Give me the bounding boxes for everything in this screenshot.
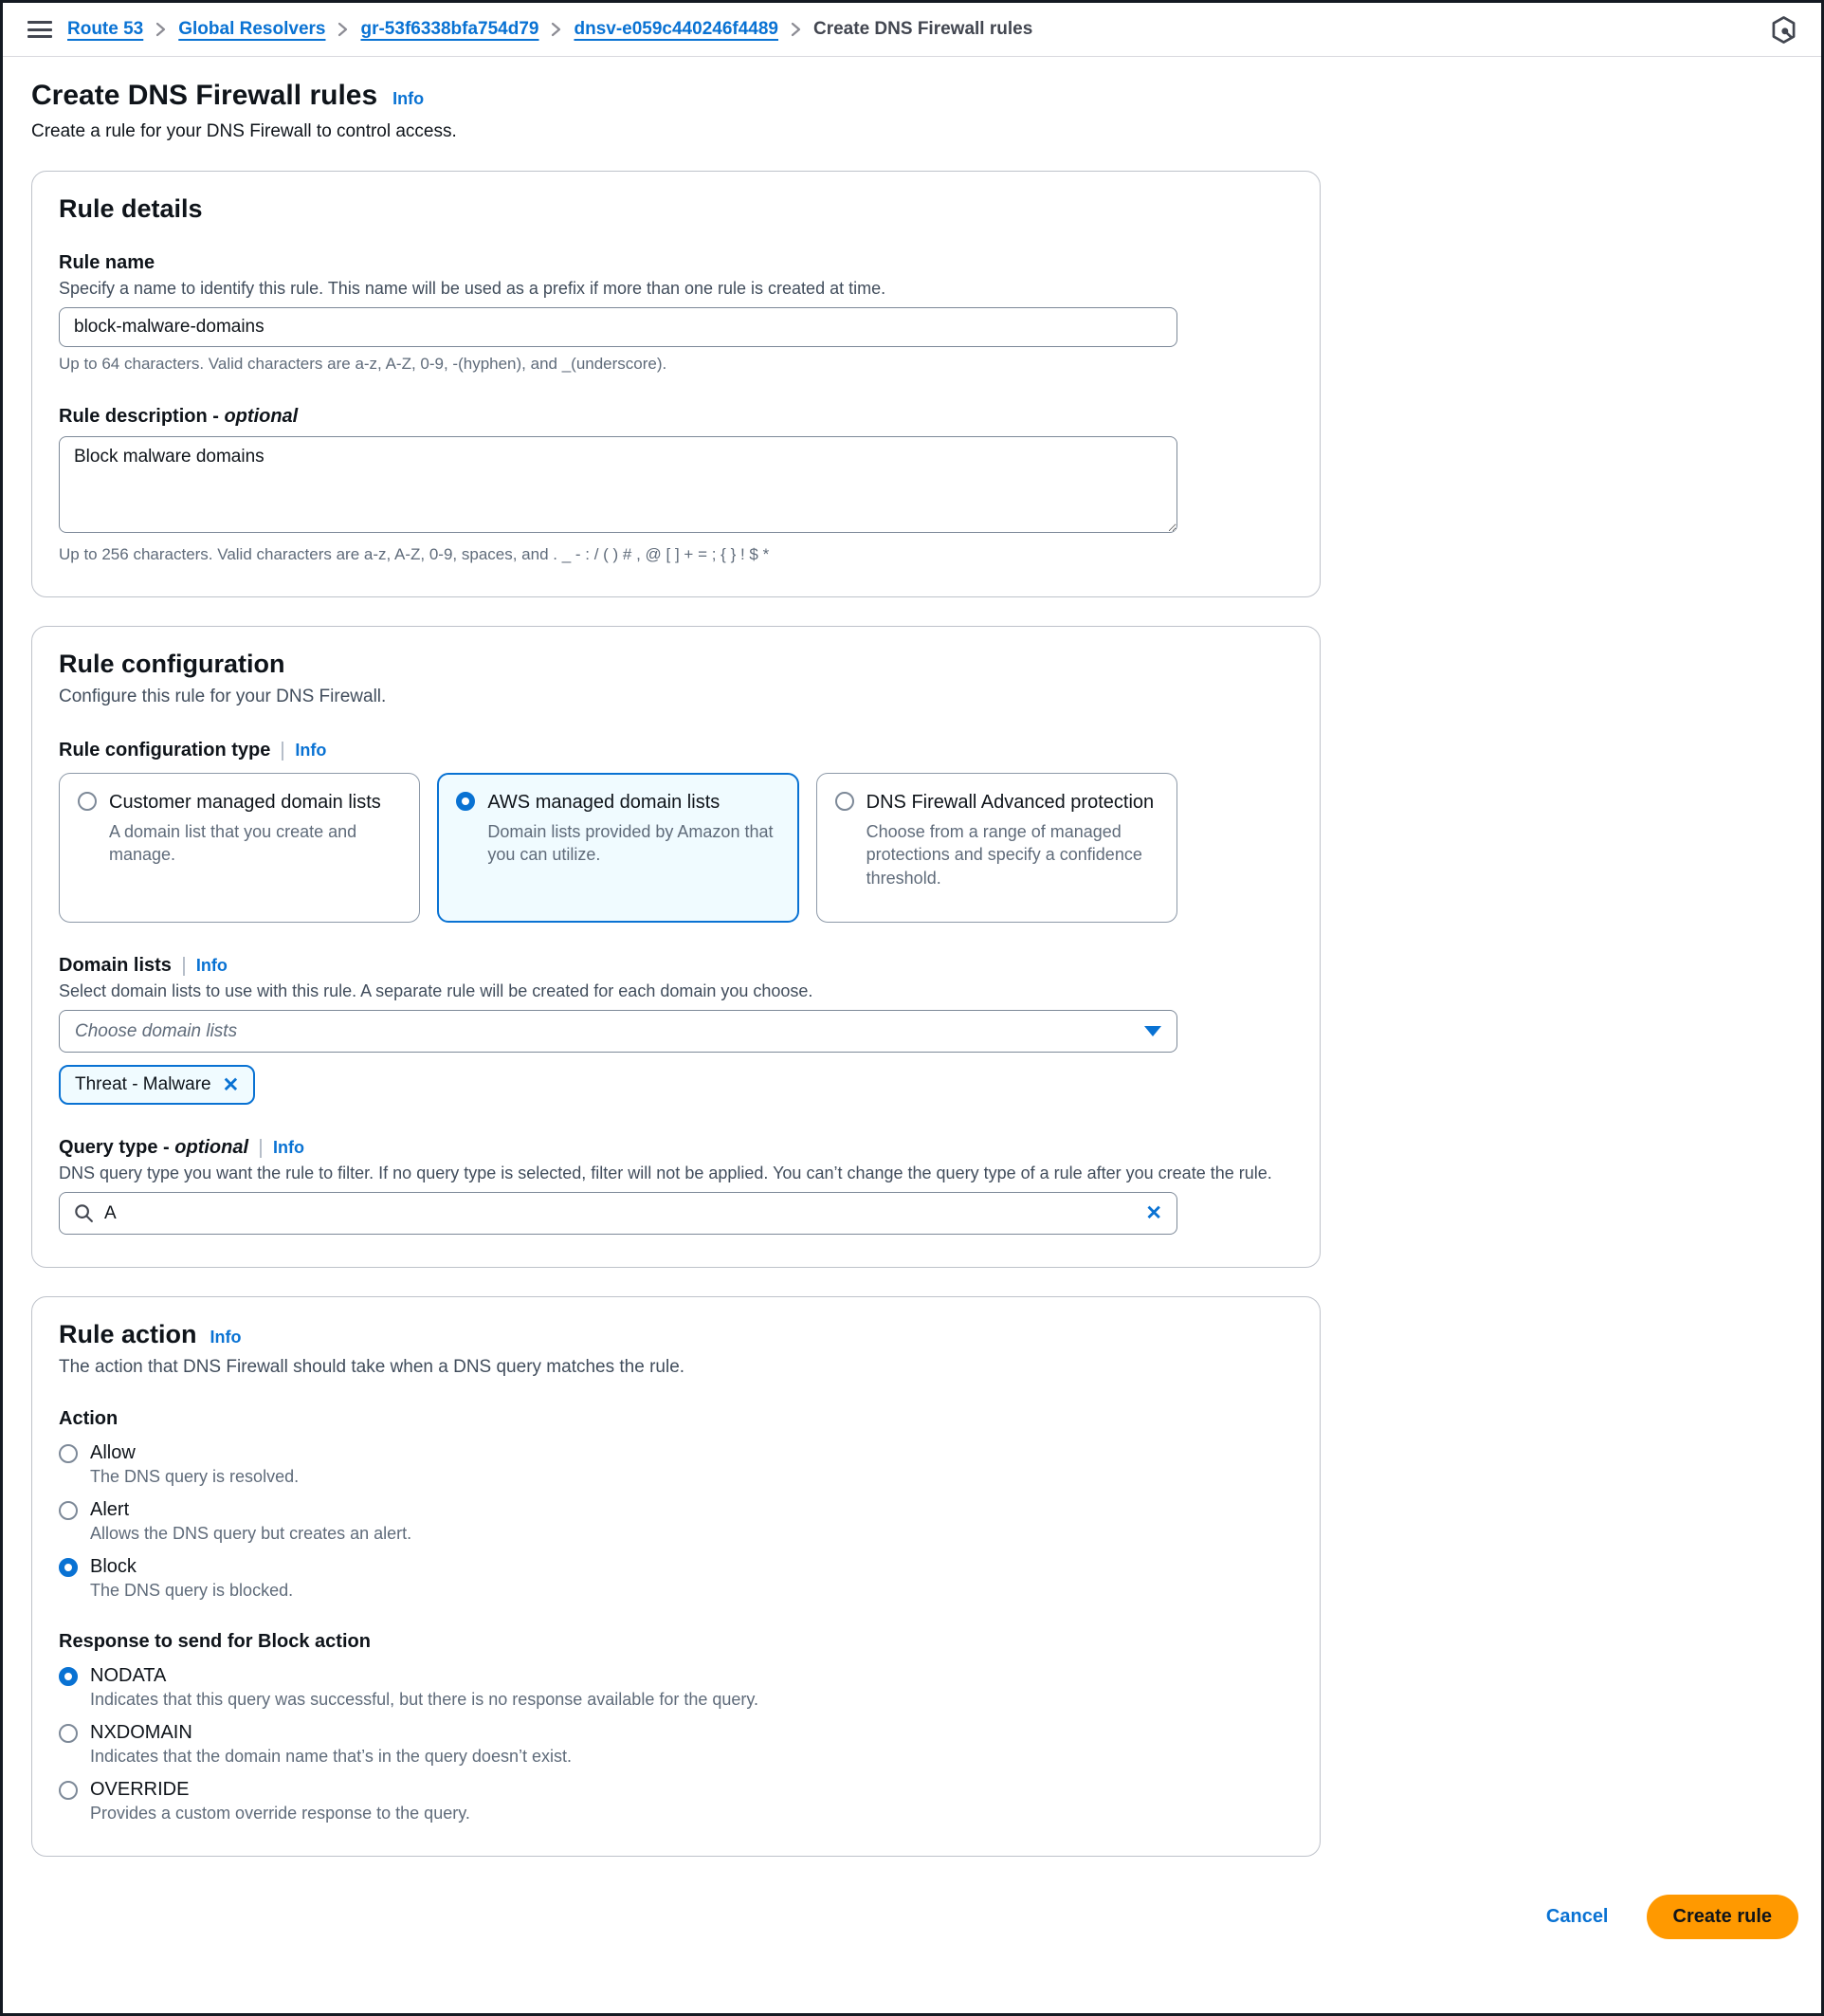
query-type-label: Query type - optional bbox=[59, 1137, 249, 1158]
rule-name-label: Rule name bbox=[59, 252, 155, 273]
query-type-field bbox=[59, 1137, 1293, 1235]
chevron-right-icon bbox=[155, 22, 167, 37]
response-override-radio[interactable]: OVERRIDE bbox=[59, 1779, 1293, 1801]
page-title: Create DNS Firewall rules bbox=[31, 80, 378, 111]
top-navigation-bar bbox=[3, 3, 1821, 57]
hamburger-menu-icon[interactable] bbox=[27, 21, 52, 38]
radio-unchecked-icon bbox=[59, 1781, 78, 1800]
page-header bbox=[31, 80, 1793, 142]
card-dns-firewall-advanced-protection[interactable]: DNS Firewall Advanced protection Choose from a range of managed protections and specify a confidence threshold. bbox=[816, 773, 1177, 923]
breadcrumb-resolver-id[interactable]: gr-53f6338bfa754d79 bbox=[360, 19, 539, 39]
cancel-button[interactable]: Cancel bbox=[1541, 1905, 1614, 1929]
action-alert-description: Allows the DNS query but creates an alert. bbox=[90, 1524, 412, 1543]
response-nodata-description: Indicates that this query was successful, but there is no response available for the query. bbox=[90, 1690, 759, 1709]
chevron-down-icon bbox=[1144, 1026, 1161, 1036]
rule-description-field bbox=[59, 406, 1293, 564]
breadcrumb-current-page: Create DNS Firewall rules bbox=[813, 19, 1033, 39]
rule-details-title: Rule details bbox=[59, 194, 203, 223]
label-divider bbox=[260, 1139, 262, 1158]
chevron-right-icon bbox=[790, 22, 802, 37]
main-content bbox=[3, 80, 1821, 1939]
response-nxdomain-radio[interactable]: NXDOMAIN bbox=[59, 1722, 1293, 1744]
rule-configuration-type-cards bbox=[59, 773, 1177, 923]
domain-lists-select[interactable] bbox=[59, 1010, 1177, 1053]
clear-search-icon[interactable]: ✕ bbox=[1145, 1202, 1162, 1224]
radio-checked-icon bbox=[456, 792, 475, 811]
action-group-label: Action bbox=[59, 1408, 119, 1429]
rule-description-label: Rule description - optional bbox=[59, 406, 299, 427]
breadcrumb-route-53[interactable]: Route 53 bbox=[67, 19, 144, 39]
query-type-description: DNS query type you want the rule to filter. If no query type is selected, filter will not be applied. You can’t change the query type of a rule after you create the rule. bbox=[59, 1164, 1272, 1182]
action-block-description: The DNS query is blocked. bbox=[90, 1581, 294, 1600]
card-customer-managed-domain-lists[interactable]: Customer managed domain lists A domain list that you create and manage. bbox=[59, 773, 420, 923]
rule-details-panel bbox=[31, 171, 1321, 597]
rule-configuration-description: Configure this rule for your DNS Firewall. bbox=[59, 687, 387, 706]
rule-action-title: Rule action bbox=[59, 1320, 197, 1348]
rule-action-panel bbox=[31, 1296, 1321, 1857]
rule-name-field bbox=[59, 252, 1293, 374]
block-response-group-label: Response to send for Block action bbox=[59, 1631, 371, 1652]
radio-unchecked-icon bbox=[78, 792, 97, 811]
action-alert-radio[interactable]: Alert bbox=[59, 1499, 1293, 1521]
response-override-description: Provides a custom override response to the query. bbox=[90, 1804, 470, 1823]
rule-name-constraint: Up to 64 characters. Valid characters are a-z, A-Z, 0-9, -(hyphen), and _(underscore). bbox=[59, 355, 667, 373]
token-dismiss-icon[interactable]: ✕ bbox=[222, 1073, 240, 1096]
domain-lists-description: Select domain lists to use with this rule. A separate rule will be created for each domain you choose. bbox=[59, 981, 813, 1000]
radio-checked-icon bbox=[59, 1558, 78, 1577]
rule-name-input[interactable] bbox=[59, 307, 1177, 347]
chevron-right-icon bbox=[550, 22, 562, 37]
page-description: Create a rule for your DNS Firewall to control access. bbox=[31, 121, 457, 141]
domain-lists-field bbox=[59, 955, 1293, 1105]
action-allow-description: The DNS query is resolved. bbox=[90, 1467, 300, 1486]
domain-lists-label: Domain lists bbox=[59, 955, 172, 976]
domain-list-token bbox=[59, 1065, 255, 1105]
response-nodata-radio[interactable]: NODATA bbox=[59, 1665, 1293, 1687]
response-nxdomain-description: Indicates that the domain name that’s in the query doesn’t exist. bbox=[90, 1747, 572, 1766]
rule-configuration-type-info-link[interactable]: Info bbox=[295, 741, 327, 760]
rule-configuration-panel bbox=[31, 626, 1321, 1268]
radio-unchecked-icon bbox=[59, 1501, 78, 1520]
rule-name-description: Specify a name to identify this rule. This name will be used as a prefix if more than one rule is created at time. bbox=[59, 279, 886, 298]
rule-action-info-link[interactable]: Info bbox=[210, 1328, 242, 1347]
form-actions bbox=[31, 1895, 1798, 1939]
query-type-value: A bbox=[104, 1202, 117, 1223]
domain-lists-info-link[interactable]: Info bbox=[195, 956, 228, 975]
radio-checked-icon bbox=[59, 1667, 78, 1686]
page-title-info-link[interactable]: Info bbox=[392, 89, 425, 108]
card-aws-managed-domain-lists[interactable]: AWS managed domain lists Domain lists provided by Amazon that you can utilize. bbox=[437, 773, 798, 923]
rule-action-description: The action that DNS Firewall should take when a DNS query matches the rule. bbox=[59, 1357, 685, 1377]
chevron-right-icon bbox=[337, 22, 349, 37]
rule-configuration-type-field bbox=[59, 740, 1293, 923]
breadcrumb-global-resolvers[interactable]: Global Resolvers bbox=[178, 19, 326, 39]
assistant-hexagon-icon[interactable] bbox=[1771, 16, 1797, 44]
action-block-radio[interactable]: Block bbox=[59, 1556, 1293, 1578]
radio-unchecked-icon bbox=[835, 792, 854, 811]
search-icon bbox=[74, 1203, 94, 1223]
action-allow-radio[interactable]: Allow bbox=[59, 1442, 1293, 1464]
rule-description-textarea[interactable] bbox=[59, 436, 1177, 533]
breadcrumb-dnsv-id[interactable]: dnsv-e059c440246f4489 bbox=[574, 19, 778, 39]
rule-configuration-title: Rule configuration bbox=[59, 650, 285, 678]
query-type-info-link[interactable]: Info bbox=[273, 1138, 305, 1157]
domain-lists-placeholder: Choose domain lists bbox=[75, 1020, 238, 1041]
query-type-search-input[interactable] bbox=[59, 1192, 1177, 1235]
label-divider bbox=[183, 957, 185, 976]
rule-configuration-type-label: Rule configuration type bbox=[59, 740, 271, 761]
label-divider bbox=[282, 742, 283, 761]
breadcrumb bbox=[67, 19, 1756, 40]
rule-description-constraint: Up to 256 characters. Valid characters are a-z, A-Z, 0-9, spaces, and . _ - : / ( ) # , @ [ ] + = ; { } ! $ * bbox=[59, 545, 770, 563]
domain-list-token-label: Threat - Malware bbox=[75, 1074, 211, 1094]
radio-unchecked-icon bbox=[59, 1444, 78, 1463]
create-rule-button[interactable]: Create rule bbox=[1647, 1895, 1799, 1939]
radio-unchecked-icon bbox=[59, 1724, 78, 1743]
